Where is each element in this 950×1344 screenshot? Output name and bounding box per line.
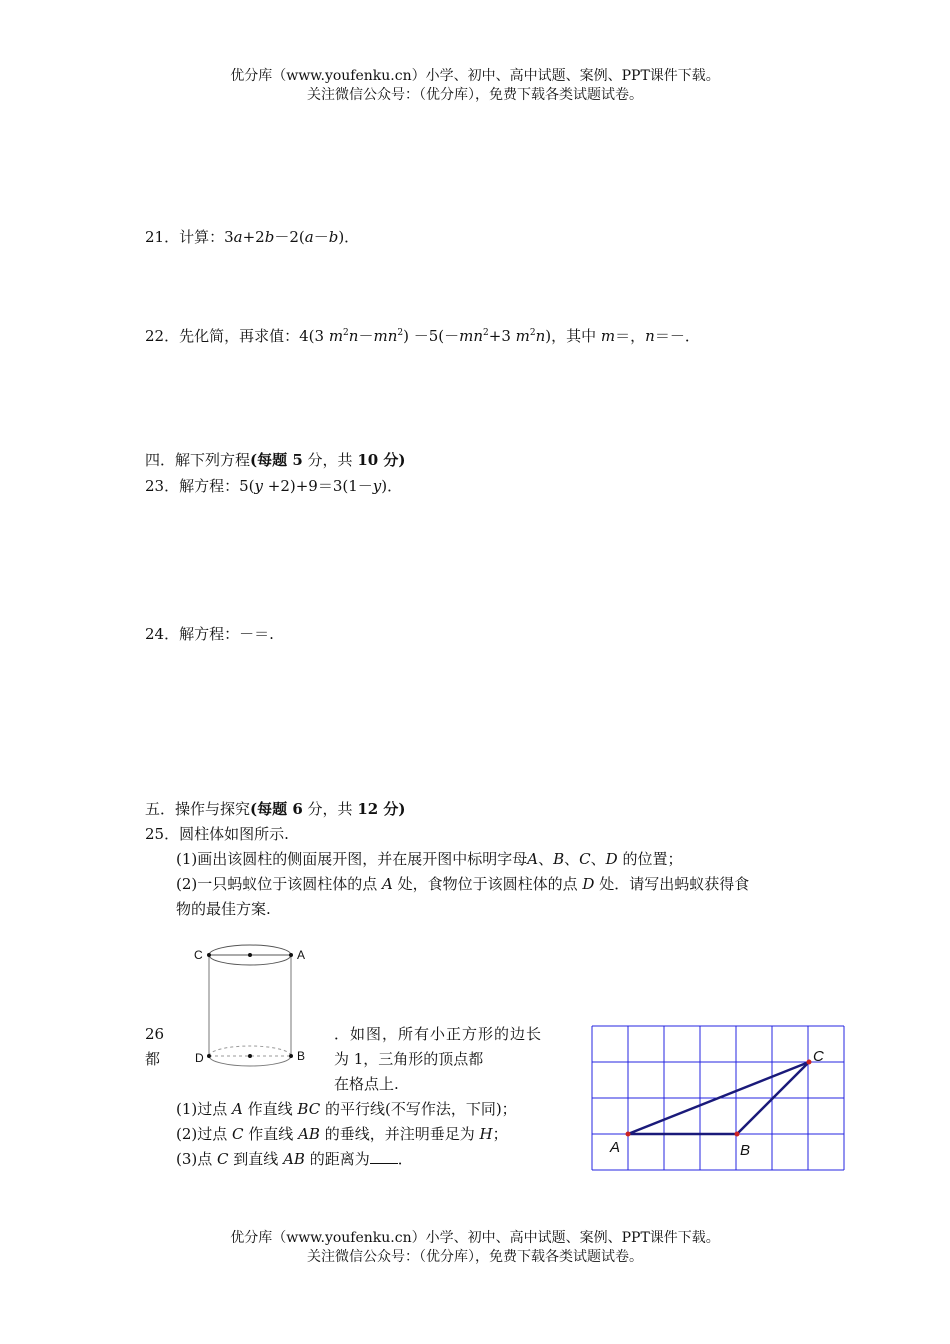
section-5-heading: 五．操作与探究(每题 6 分，共 12 分) [145,800,406,818]
question-24: 24．解方程：－＝. [145,625,274,643]
point-b-dot [289,1054,293,1058]
grid-label-a: A [610,1139,621,1156]
question-26-number: 26 [145,1025,165,1043]
vertex-b-dot [735,1132,740,1137]
section-4-heading: 四．解下列方程(每题 5 分，共 10 分) [145,451,406,469]
question-25-part-2-cont: 物的最佳方案. [176,900,271,918]
footer-line-2: 关注微信公众号：（优分库），免费下载各类试题试卷。 [307,1249,643,1265]
point-d-dot [207,1054,211,1058]
label-b: B [297,1049,306,1063]
grid-figure [588,1020,850,1172]
footer-line-1: 优分库（www.youfenku.cn）小学、初中、高中试题、案例、PPT课件下载。 [230,1230,720,1246]
grid-label-b: B [740,1142,751,1159]
vertex-c-dot [807,1060,812,1065]
cylinder-figure [185,940,315,1070]
question-22: 22．先化简，再求值：4(3 $m^2n-mn^2) -5(-mn^2+3$ $m^2n$)，其中 m＝，n＝－． [145,327,700,345]
question-25-part-1: (1)画出该圆柱的侧面展开图，并在展开图中标明字母A、B、C、D 的位置； [176,850,683,868]
question-21: 21．计算：3a+2b－2(a－b)． [145,228,360,246]
question-26-number-suffix: 都 [145,1050,161,1068]
point-c-dot [207,953,211,957]
question-26-part-3: (3)点 C 到直线 AB 的距离为 ． [176,1150,413,1168]
label-c: C [194,948,203,962]
label-a: A [297,948,306,962]
question-26-intro-1: ．如图，所有小正方形的边长 [334,1025,543,1043]
point-a-dot [289,953,293,957]
question-26-part-2: (2)过点 C 作直线 AB 的垂线，并注明垂足为 H； [176,1125,508,1143]
question-26-intro-3: 在格点上. [334,1075,399,1093]
answer-blank[interactable] [370,1149,398,1164]
question-25-title: 25．圆柱体如图所示. [145,825,289,843]
question-25-part-2: (2)一只蚂蚁位于该圆柱体的点 A 处，食物位于该圆柱体的点 D 处．请写出蚂蚁获得食 [176,875,750,893]
header-line-1: 优分库（www.youfenku.cn）小学、初中、高中试题、案例、PPT课件下载。 [230,68,720,84]
label-d: D [195,1051,204,1065]
grid-label-c: C [813,1048,824,1065]
question-23: 23．解方程：5(y +2)+9＝3(1－y)． [145,477,403,495]
vertex-a-dot [626,1132,631,1137]
top-center-dot [248,953,252,957]
question-26-part-1: (1)过点 A 作直线 BC 的平行线(不写作法，下同)； [176,1100,517,1118]
header-line-2: 关注微信公众号：（优分库），免费下载各类试题试卷。 [307,87,643,103]
bottom-center-dot [248,1054,252,1058]
question-26-intro-2: 为 1，三角形的顶点都 [334,1050,484,1068]
